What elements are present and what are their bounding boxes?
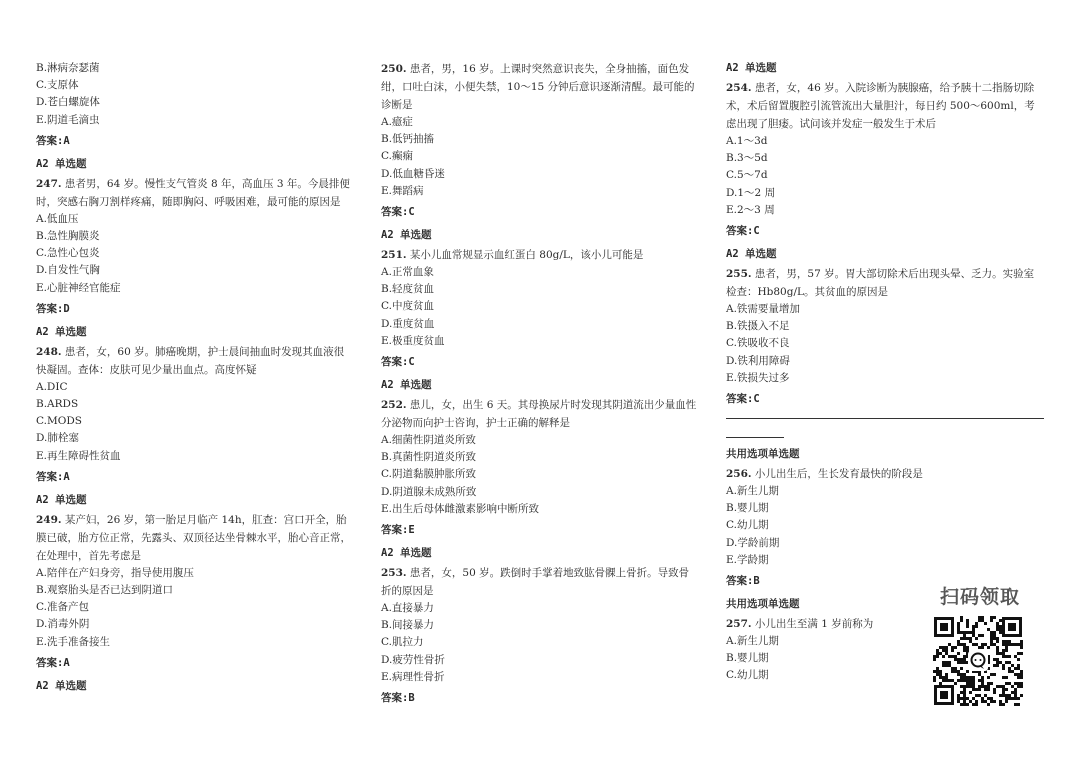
section-heading: 共用选项单选题 [726,598,800,611]
option: D.自发性气胸 [36,264,100,277]
question-stem [381,246,699,264]
option: A.铁需要量增加 [726,303,800,316]
option: D.铁利用障碍 [726,354,790,367]
qr-code-icon[interactable] [932,615,1024,707]
question-251 [381,227,699,371]
section-heading: A2 单选题 [726,248,777,261]
answer: 答案:A [36,470,70,483]
option: A.陪伴在产妇身旁，指导使用腹压 [36,566,194,579]
section-heading: A2 单选题 [36,679,87,692]
question-number: 249. [36,513,62,526]
option: C.阴道黏膜肿胀所致 [381,468,476,481]
qr-title: 扫码领取 [939,586,1020,608]
question-stem [381,564,699,600]
question-number: 255. [726,268,752,281]
question-249 [36,492,352,672]
answer: 答案:A [36,134,70,147]
option: B.3～5d [726,152,768,165]
option: C.急性心包炎 [36,247,100,260]
option: E.病理性骨折 [381,670,445,683]
section-heading: A2 单选题 [36,157,87,170]
option: D.学龄前期 [726,536,780,549]
option: A.新生儿期 [726,485,779,498]
section-divider [726,418,1044,419]
option: B.低钙抽搐 [381,133,435,146]
answer: 答案:C [726,225,760,238]
question-number: 250. [381,63,407,75]
answer: 答案:B [381,692,415,705]
prev-question-options [36,60,352,129]
question-stem [726,79,1044,133]
question-number: 254. [726,82,752,94]
qr-code-promo[interactable] [930,582,1030,707]
question-stem [36,343,352,379]
option: E.学龄期 [726,553,769,566]
option: B.铁摄入不足 [726,320,790,333]
option: A.新生儿期 [726,635,779,648]
question-number: 252. [381,399,407,412]
question-stem [36,175,352,211]
question-stem [726,265,1044,301]
option: C.癫痫 [381,150,413,163]
question-stem [381,60,699,114]
option: B.间接暴力 [381,619,435,632]
question-250 [381,60,699,221]
section-heading: A2 单选题 [381,547,432,560]
option: B.真菌性阴道炎所致 [381,451,477,464]
question-text: 患者，女，46 岁。入院诊断为胰腺癌，给予胰十二指肠切除术，术后留置腹腔引流管流出大量胆汁，每日约 500～600ml，考虑出现了胆瘘。试问该并发症一般发生于术后 [726,82,1035,130]
question-256 [726,446,1044,590]
option: D.1～2 周 [726,186,776,199]
question-248 [36,324,352,486]
option: C.中度贫血 [381,300,434,313]
option: B.婴儿期 [726,652,769,665]
question-number: 251. [381,249,407,262]
option: B.ARDS [36,398,79,411]
option: B.淋病奈瑟菌 [36,62,100,74]
question-number: 247. [36,177,62,190]
option: C.铁吸收不良 [726,337,790,350]
section-heading: 共用选项单选题 [726,448,800,461]
question-text: 患者，男，57 岁。胃大部切除术后出现头晕、乏力。实验室检查：Hb80g/L。其贫血的原因是 [726,268,1035,299]
option: B.婴儿期 [726,502,769,515]
question-252 [381,377,699,539]
option: D.重度贫血 [381,317,435,330]
answer: 答案:C [726,393,760,406]
question-stem [726,465,1044,483]
option: D.苍白螺旋体 [36,96,100,109]
answer: 答案:E [381,524,415,537]
option: D.低血糖昏迷 [381,167,445,180]
question-stem [381,396,699,432]
option: A.正常血象 [381,266,434,279]
question-number: 248. [36,345,62,358]
option: C.支原体 [36,79,79,92]
option: A.低血压 [36,212,79,225]
option: C.幼儿期 [726,519,769,532]
section-heading: A2 单选题 [726,62,777,74]
option: E.铁损失过多 [726,371,790,384]
question-text: 患者，女，50 岁。跌倒时手掌着地致肱骨髁上骨折。导致骨折的原因是 [381,567,690,598]
option: D.疲劳性骨折 [381,653,445,666]
section-divider-short [726,437,784,438]
option: D.肺栓塞 [36,432,79,445]
option: E.舞蹈病 [381,184,424,197]
section-heading: A2 单选题 [36,325,87,338]
option: C.肌拉力 [381,636,424,649]
option: E.出生后母体雌激素影响中断所致 [381,502,540,515]
question-number: 253. [381,567,407,580]
option: D.消毒外阴 [36,618,90,631]
option: B.轻度贫血 [381,283,435,296]
question-255 [726,246,1044,408]
option: E.再生障碍性贫血 [36,449,121,462]
option: C.5～7d [726,169,768,182]
option: C.准备产包 [36,601,89,614]
question-247 [36,156,352,318]
question-text: 小儿出生至满 1 岁前称为 [754,618,874,631]
option: E.阴道毛滴虫 [36,113,100,126]
section-heading: A2 单选题 [381,379,432,392]
option: A.1～3d [726,135,768,147]
column-2 [381,60,699,711]
option: E.2～3 周 [726,203,775,216]
option: A.癔症 [381,116,413,128]
answer: 答案:B [726,575,760,588]
question-text: 患者男，64 岁。慢性支气管炎 8 年，高血压 3 年。今晨排便时，突感右胸刀割样疼痛，随即胸闷、呼吸困难，最可能的原因是 [36,177,350,208]
option: C.幼儿期 [726,669,769,682]
answer: 答案:A [36,656,70,669]
section-heading: A2 单选题 [36,493,87,506]
column-1 [36,60,352,697]
option: E.心脏神经官能症 [36,281,121,294]
option: D.阴道腺未成熟所致 [381,485,477,498]
option: C.MODS [36,415,82,428]
section-heading: A2 单选题 [381,229,432,242]
answer: 答案:C [381,206,415,219]
option: A.细菌性阴道炎所致 [381,434,476,447]
answer: 答案:C [381,356,415,369]
question-text: 患者，男，16 岁。上课时突然意识丧失，全身抽搐，面色发绀，口吐白沫，小便失禁，10～15 分钟后意识逐渐清醒。最可能的诊断是 [381,63,695,111]
question-text: 某小儿血常规显示血红蛋白 80g/L，该小儿可能是 [409,249,644,262]
option: A.DIC [36,380,68,393]
question-number: 256. [726,468,752,481]
question-253 [381,545,699,707]
question-number: 257. [726,618,752,631]
question-text: 某产妇，26 岁，第一胎足月临产 14h，肛查：宫口开全，胎膜已破，胎方位正常，先露头、双顶径达坐骨棘水平，胎心音正常，在处理中，首先考虑是 [36,513,351,562]
question-stem [36,511,352,565]
option: E.极重度贫血 [381,334,445,347]
answer: 答案:D [36,302,70,315]
option: B.急性胸膜炎 [36,230,100,243]
question-254 [726,60,1044,240]
question-text: 患儿，女，出生 6 天。其母换尿片时发现其阴道流出少量血性分泌物而向护士咨询，护士正确的解释是 [381,399,697,430]
option: E.洗手准备接生 [36,635,111,648]
option: A.直接暴力 [381,602,434,615]
question-text: 患者，女，60 岁。肺癌晚期，护士晨间抽血时发现其血液很快凝固。查体：皮肤可见少量出血点。高度怀疑 [36,345,345,376]
option: B.观察胎头是否已达到阴道口 [36,584,174,597]
question-text: 小儿出生后，生长发育最快的阶段是 [754,468,923,481]
